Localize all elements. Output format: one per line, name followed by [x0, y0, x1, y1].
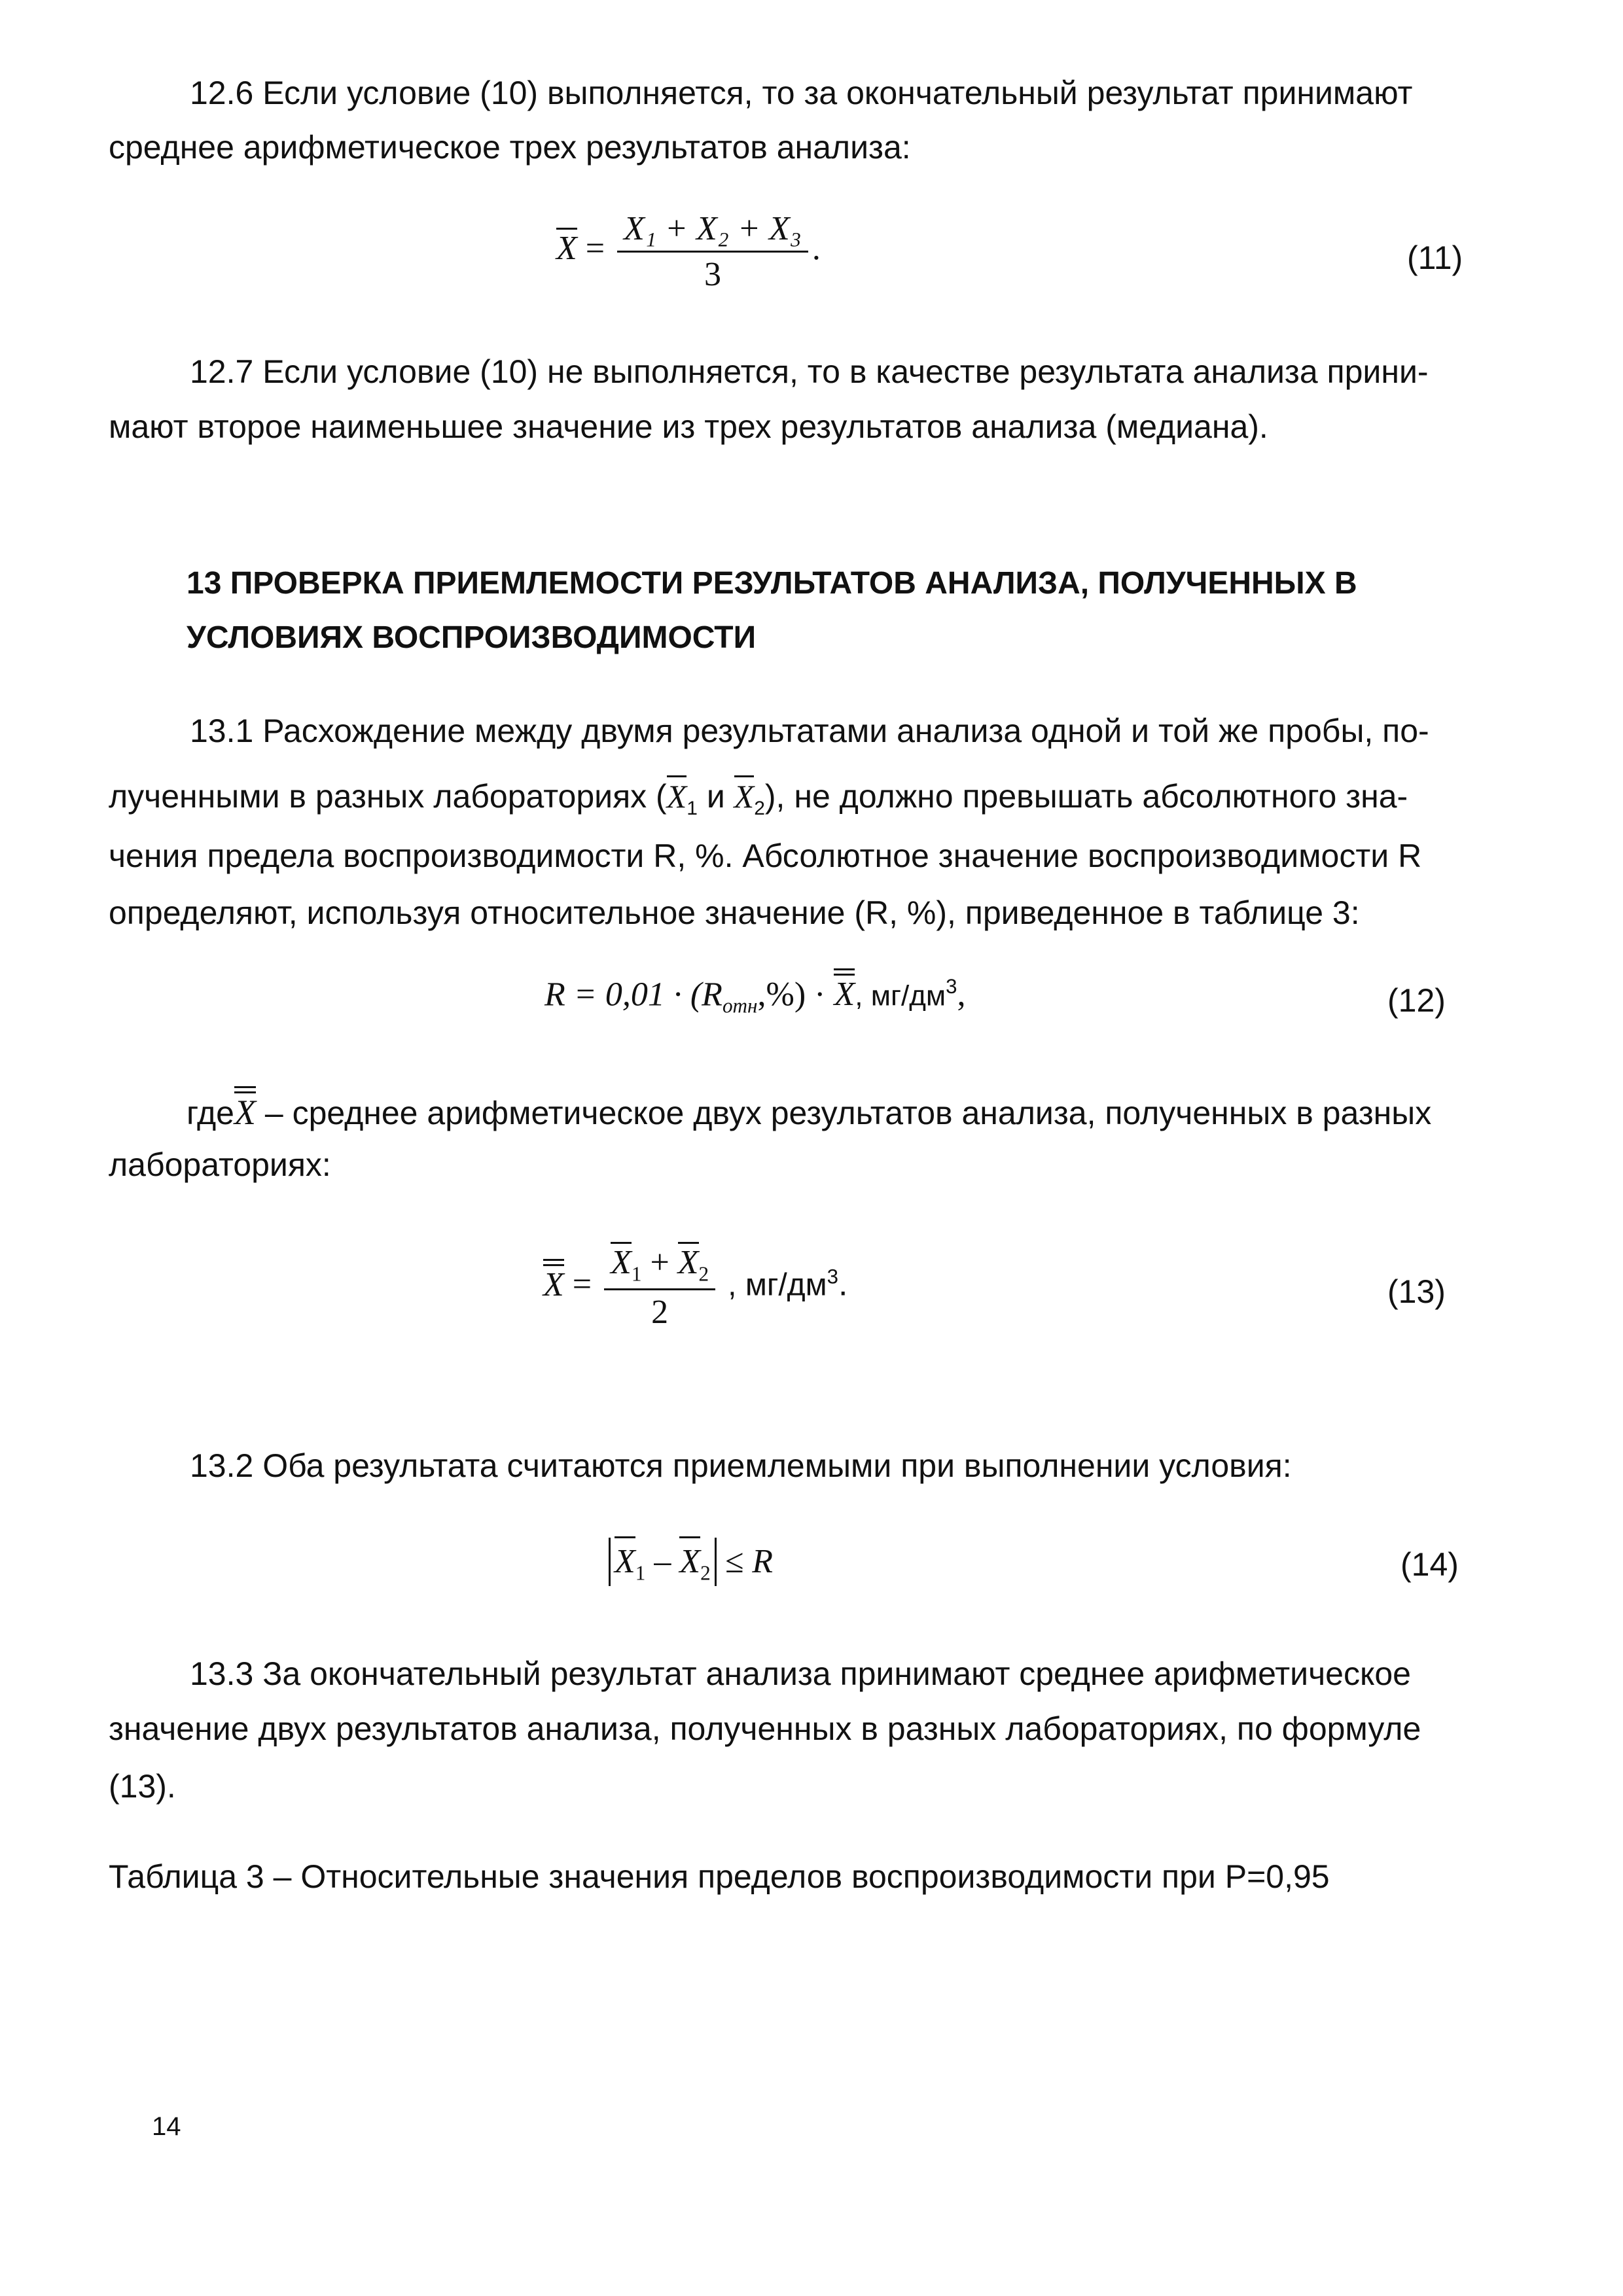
equation-11	[556, 209, 821, 294]
table-caption: Таблица 3 – Относительные значения пределов воспроизводимости при P=0,95	[109, 1858, 1330, 1895]
eq13-plus: +	[641, 1244, 678, 1281]
eq12-sub: отн	[722, 994, 758, 1017]
paragraph-12-6-line-1: 12.6 Если условие (10) выполняется, то за окончательный результат принимают	[190, 75, 1413, 111]
eq12-tail: ,	[957, 976, 966, 1014]
equation-13	[543, 1243, 847, 1332]
eq14-absolute-value	[609, 1538, 717, 1586]
eq14-minus: –	[645, 1543, 680, 1580]
equation-13-number: (13)	[1387, 1273, 1446, 1310]
eq11-numerator: X₁ + X₂ + X₃	[617, 209, 808, 253]
section-13-heading-line-2: УСЛОВИЯХ ВОСПРОИЗВОДИМОСТИ	[187, 620, 757, 655]
eq14-sub1: 1	[635, 1561, 646, 1585]
paragraph-13-3-line-1: 13.3 За окончательный результат анализа принимают среднее арифметическое	[190, 1655, 1411, 1692]
eq14-relation: ≤ R	[716, 1543, 774, 1580]
where-prefix: где	[187, 1095, 234, 1131]
equation-12-number: (12)	[1387, 982, 1446, 1019]
where-line-1	[187, 1093, 1431, 1133]
eq13-sub2: 2	[698, 1262, 709, 1286]
paragraph-12-7-line-1: 12.7 Если условие (10) не выполняется, то в качестве результата анализа прини-	[190, 353, 1429, 390]
eq12-text-a: R = 0,01 · (R	[544, 976, 722, 1014]
eq13-tail: .	[838, 1265, 848, 1303]
p13-1-sub1: 1	[687, 798, 698, 819]
eq13-xbar: X	[543, 1265, 564, 1303]
eq13-units: , мг/дм	[728, 1267, 827, 1303]
p13-1-x1: X	[666, 778, 687, 815]
paragraph-13-1-line-3: чения предела воспроизводимости R, %. Абсолютное значение воспроизводимости R	[109, 838, 1422, 874]
eq11-denominator: 3	[704, 256, 721, 293]
eq11-fraction	[617, 209, 808, 294]
eq13-x2: X	[677, 1244, 699, 1281]
paragraph-13-2: 13.2 Оба результата считаются приемлемыми при выполнении условия:	[190, 1447, 1292, 1484]
where-line-2: лабораториях:	[109, 1146, 331, 1183]
eq13-equals: =	[572, 1265, 592, 1303]
p13-1-line2-a: лученными в разных лабораториях (	[109, 778, 667, 815]
eq13-sup: 3	[827, 1265, 839, 1288]
paragraph-12-7-line-2: мают второе наименьшее значение из трех результатов анализа (медиана).	[109, 408, 1268, 445]
page-number: 14	[152, 2112, 181, 2141]
paragraph-13-3-line-3: (13).	[109, 1768, 176, 1805]
eq13-numerator	[604, 1243, 715, 1290]
eq14-sub2: 2	[700, 1561, 711, 1585]
eq11-dot: .	[812, 230, 821, 268]
eq13-fraction	[604, 1243, 715, 1332]
equation-11-number: (11)	[1407, 239, 1463, 276]
equation-14	[609, 1538, 773, 1586]
eq11-xbar: X	[556, 230, 577, 268]
eq12-text-b: ,%) ·	[757, 976, 834, 1014]
eq12-xbar: X	[834, 976, 855, 1014]
paragraph-13-1-line-1: 13.1 Расхождение между двумя результатами анализа одной и той же пробы, по-	[190, 713, 1429, 749]
eq12-sup: 3	[946, 975, 957, 998]
eq14-x2: X	[679, 1538, 700, 1586]
eq11-equals: =	[585, 230, 605, 268]
paragraph-13-3-line-2: значение двух результатов анализа, полученных в разных лабораториях, по формуле	[109, 1710, 1421, 1747]
paragraph-13-1-line-4: определяют, используя относительное значение (R, %), приведенное в таблице 3:	[109, 894, 1360, 931]
where-text: – среднее арифметическое двух результатов анализа, полученных в разных	[255, 1095, 1432, 1131]
paragraph-12-6-line-2: среднее арифметическое трех результатов анализа:	[109, 129, 911, 166]
section-13-heading-line-1: 13 ПРОВЕРКА ПРИЕМЛЕМОСТИ РЕЗУЛЬТАТОВ АНАЛИЗА, ПОЛУЧЕННЫХ В	[187, 566, 1357, 601]
paragraph-13-1-line-2	[109, 777, 1408, 828]
p13-1-x2: X	[734, 778, 755, 815]
eq13-sub1: 1	[631, 1262, 642, 1286]
p13-1-sub2: 2	[754, 798, 765, 819]
equation-14-number: (14)	[1400, 1546, 1459, 1583]
where-xbar: X	[234, 1093, 256, 1132]
p13-1-and: и	[697, 778, 734, 815]
eq12-units: , мг/дм	[855, 980, 946, 1012]
eq13-denominator: 2	[651, 1294, 669, 1332]
equation-12	[544, 975, 966, 1018]
eq14-x1: X	[615, 1538, 635, 1586]
eq13-x1: X	[611, 1244, 632, 1281]
p13-1-line2-b: ), не должно превышать абсолютного зна-	[764, 778, 1408, 815]
